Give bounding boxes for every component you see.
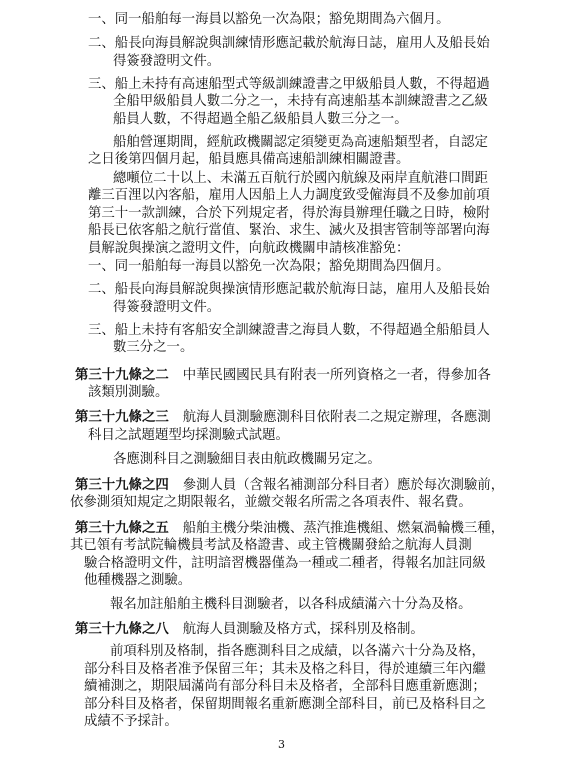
article-text: 各應測科目之測驗細目表由航政機關另定之。 (113, 452, 381, 467)
article-heading: 第三十九條之三 (75, 410, 169, 425)
article-text: 該類別測驗。 (88, 385, 169, 400)
list-item-continuation: 船員人數，不得超過全船乙級船員人數三分之一。 (113, 112, 408, 127)
list-item: 三、船上未持有客船安全訓練證書之海員人數，不得超過全船船員人 (88, 323, 490, 338)
article-heading: 第三十九條之八 (75, 622, 169, 637)
article-text: 續補測之，期限屆滿尚有部分科目未及格者，全部科目應重新應測； (84, 679, 486, 694)
article-text: 參測人員（含報名補測部分科目者）應於每次測驗前， (182, 478, 505, 493)
list-item: 二、船長向海員解說與訓練情形應記載於航海日誌，雇用人及船長始 (88, 36, 490, 51)
article-text: 驗合格證明文件，註明諳習機器僅為一種或二種者，得報名加註同級 (84, 556, 486, 571)
article-text: 他種機器之測驗。 (84, 573, 192, 588)
list-item-continuation: 得簽發證明文件。 (113, 300, 221, 315)
article-39-3-line (75, 408, 491, 427)
list-item-continuation: 全船甲級船員人數二分之一，未持有高速船基本訓練證書之乙級 (113, 94, 488, 109)
article-text: 航海人員測驗應測科目依附表二之規定辦理，各應測 (182, 410, 491, 425)
article-text: 報名加註船舶主機科目測驗者，以各科成績滿六十分為及格。 (110, 597, 472, 612)
article-text: 中華民國國民具有附表一所列資格之一者，得參加各 (182, 368, 491, 383)
list-item: 二、船長向海員解說與操演情形應記載於航海日誌，雇用人及船長始 (88, 282, 490, 297)
article-text: 成績不予採計。 (84, 714, 178, 729)
list-item-continuation: 得簽發證明文件。 (113, 54, 221, 69)
article-text: 科目之試題題型均採測驗式試題。 (88, 428, 289, 443)
article-text: 前項科別及格制，指各應測科目之成績，以各滿六十分為及格， (110, 644, 485, 659)
list-item: 三、船上未持有高速船型式等級訓練證書之甲級船員人數，不得超過 (88, 77, 490, 92)
article-text: 依參測須知規定之期限報名，並繳交報名所需之各項表件、報名費。 (70, 495, 472, 510)
list-item-continuation: 數三分之一。 (113, 340, 194, 355)
list-item: 一、同一船舶每一海員以豁免一次為限；豁免期間為六個月。 (88, 12, 450, 27)
article-text: 其已領有考試院輪機員考試及格證書、或主管機關發給之航海人員測 (70, 538, 472, 553)
article-text: 航海人員測驗及格方式，採科別及格制。 (182, 622, 424, 637)
paragraph-line: 船舶營運期間，經航政機關認定須變更為高速船類型者，自認定 (113, 135, 488, 150)
article-text: 船舶主機分柴油機、蒸汽推進機組、燃氣渦輪機三種， (182, 521, 505, 536)
article-heading: 第三十九條之二 (75, 368, 169, 383)
paragraph-line: 船長已依客船之航行當值、緊治、求生、滅火及損害管制等部署向海 (88, 223, 490, 238)
article-39-8-line (75, 620, 424, 639)
list-item: 一、同一船舶每一海員以豁免一次為限；豁免期間為四個月。 (88, 259, 450, 274)
page-number: 3 (278, 738, 285, 751)
paragraph-line: 之日後第四個月起，船員應具備高速船訓練相關證書。 (88, 152, 410, 167)
paragraph-line: 員解說與操演之證明文件，向航政機關申請核准豁免： (88, 241, 410, 256)
article-heading: 第三十九條之四 (75, 478, 169, 493)
paragraph-line: 總噸位二十以上、未滿五百航行於國內航線及兩岸直航港口間距 (113, 171, 488, 186)
article-text: 部分科目及格者准予保留三年；其未及格之科目，得於連續三年內繼 (84, 662, 486, 677)
paragraph-line: 第三十一款訓練，合於下列規定者，得於海員辦理任職之日時，檢附 (88, 206, 490, 221)
paragraph-line: 離三百浬以內客船，雇用人因船上人力調度致受僱海員不及參加前項 (88, 188, 490, 203)
article-heading: 第三十九條之五 (75, 521, 169, 536)
article-text: 部分科目及格者，保留期間報名重新應測全部科目，前已及格科目之 (84, 697, 486, 712)
